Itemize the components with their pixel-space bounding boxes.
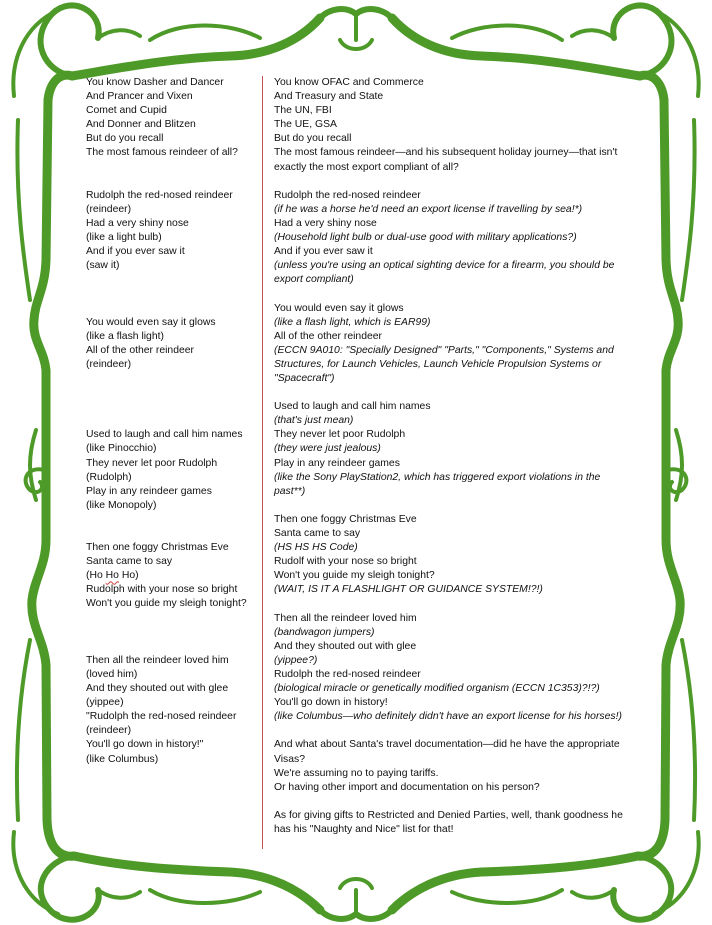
lyric-line: Rudolph the red-nosed reindeer <box>86 189 233 201</box>
column-divider-line <box>262 76 263 849</box>
compliance-aside: (that's just mean) <box>274 415 354 427</box>
left-verse-2 <box>86 189 256 274</box>
lyric-line: The most famous reindeer of all? <box>86 147 238 159</box>
parody-line: Then all the reindeer loved him <box>274 612 417 624</box>
closing-line: As for giving gifts to Restricted and Denied Parties, well, thank goodness he has his "Naughty and Nice" list for that! <box>274 809 623 835</box>
parody-line: Used to laugh and call him names <box>274 401 431 413</box>
lyric-line <box>86 569 256 583</box>
lyric-line: They never let poor Rudolph <box>86 457 218 469</box>
compliance-aside: (like the Sony PlayStation2, which has triggered export violations in the past**) <box>274 471 601 497</box>
lyric-line: (like a light bulb) <box>86 232 162 244</box>
left-verse-6 <box>86 654 256 767</box>
lyric-line: Had a very shiny nose <box>86 217 189 229</box>
lyric-line: But do you recall <box>86 133 164 145</box>
lyric-line: And they shouted out with glee <box>86 683 229 695</box>
compliance-aside: (unless you're using an optical sighting device for a firearm, you should be export compliant) <box>274 260 615 286</box>
lyric-line: Used to laugh and call him names <box>86 429 243 441</box>
left-verse-5 <box>86 541 256 611</box>
lyric-line: And if you ever saw it <box>86 246 185 258</box>
compliance-aside: (they were just jealous) <box>274 443 381 455</box>
lyric-line: And Prancer and Vixen <box>86 91 193 103</box>
lyric-line: (saw it) <box>86 260 120 272</box>
lyric-line: All of the other reindeer <box>86 344 195 356</box>
parody-line: The most famous reindeer—and his subsequent holiday journey—that isn't exactly the most export compliant of all? <box>274 147 618 173</box>
parody-line: They never let poor Rudolph <box>274 429 406 441</box>
right-verse-4 <box>274 400 630 499</box>
compliance-aside: (bandwagon jumpers) <box>274 626 375 638</box>
parody-line: And Treasury and State <box>274 91 384 103</box>
parody-line: Had a very shiny nose <box>274 217 377 229</box>
original-lyrics-column <box>86 76 256 767</box>
lyric-line: Won't you guide my sleigh tonight? <box>86 598 247 610</box>
compliance-aside: (if he was a horse he'd need an export license if travelling by sea!*) <box>274 203 583 215</box>
parody-line: And if you ever saw it <box>274 246 373 258</box>
ho-open: (Ho <box>86 570 106 582</box>
parody-line: The UN, FBI <box>274 105 332 117</box>
lyric-line: (Rudolph) <box>86 471 132 483</box>
left-verse-4 <box>86 428 256 513</box>
compliance-aside: (Household light bulb or dual-use good with military applications?) <box>274 232 577 244</box>
compliance-aside: (ECCN 9A010: "Specially Designed" "Parts," "Components," Systems and Structures, for Launch Vehicles, Launch Vehicle Propulsion Systems or "Spacecraft") <box>274 344 614 384</box>
lyric-line: You'll go down in history!" <box>86 739 204 751</box>
parody-line: Rudolph the red-nosed reindeer <box>274 189 421 201</box>
lyric-line: (like a flash light) <box>86 330 164 342</box>
lyric-line: Santa came to say <box>86 556 173 568</box>
compliance-aside: (yippee?) <box>274 654 318 666</box>
lyric-line: You know Dasher and Dancer <box>86 77 224 88</box>
left-verse-1 <box>86 76 256 161</box>
lyric-line: And Donner and Blitzen <box>86 119 196 131</box>
right-verse-5 <box>274 513 630 598</box>
parody-line: You'll go down in history! <box>274 697 388 709</box>
lyric-line: Play in any reindeer games <box>86 485 212 497</box>
lyric-line: Then all the reindeer loved him <box>86 654 229 666</box>
compliance-aside: (HS HS HS Code) <box>274 542 358 554</box>
lyric-line: Rudolph with your nose so bright <box>86 584 238 596</box>
compliance-aside: (like a flash light, which is EAR99) <box>274 316 431 328</box>
lyric-line: (like Columbus) <box>86 753 159 765</box>
parody-line: Rudolf with your nose so bright <box>274 556 417 568</box>
parody-line: Play in any reindeer games <box>274 457 400 469</box>
closing-line: Or having other import and documentation on his person? <box>274 781 540 793</box>
left-verse-3 <box>86 316 256 372</box>
parody-line: Won't you guide my sleigh tonight? <box>274 570 435 582</box>
spellcheck-flagged-word: Ho <box>105 570 119 582</box>
lyric-line: (yippee) <box>86 697 124 709</box>
parody-line: Rudolph the red-nosed reindeer <box>274 668 421 680</box>
closing-line: And what about Santa's travel documentation—did he have the appropriate Visas? <box>274 739 620 765</box>
compliance-aside: (WAIT, IS IT A FLASHLIGHT OR GUIDANCE SYSTEM!?!) <box>274 584 543 596</box>
lyric-line: You would even say it glows <box>86 316 216 328</box>
lyric-line: "Rudolph the red-nosed reindeer <box>86 711 237 723</box>
lyric-line: Comet and Cupid <box>86 105 167 117</box>
parody-line: The UE, GSA <box>274 119 337 131</box>
right-verse-6 <box>274 612 630 725</box>
lyric-line: (reindeer) <box>86 203 132 215</box>
naughty-and-nice-paragraph <box>274 809 630 837</box>
parody-line: You would even say it glows <box>274 302 404 314</box>
travel-documentation-paragraph <box>274 738 630 794</box>
compliance-aside: (biological miracle or genetically modified organism (ECCN 1C353)?!?) <box>274 683 600 695</box>
compliance-aside: (like Columbus—who definitely didn't have an export license for his horses!) <box>274 711 622 723</box>
right-verse-3 <box>274 302 630 387</box>
parody-line: Santa came to say <box>274 528 361 539</box>
lyric-line: (like Pinocchio) <box>86 443 157 455</box>
export-compliance-parody-column <box>274 76 630 837</box>
lyric-line: (loved him) <box>86 668 138 680</box>
parody-line: And they shouted out with glee <box>274 640 417 652</box>
parody-line: But do you recall <box>274 133 352 145</box>
parody-line: All of the other reindeer <box>274 330 383 342</box>
right-verse-1 <box>274 76 630 175</box>
closing-line: We're assuming no to paying tariffs. <box>274 767 439 779</box>
lyric-line: Then one foggy Christmas Eve <box>86 542 229 554</box>
lyric-line: (like Monopoly) <box>86 499 157 511</box>
right-verse-2 <box>274 189 630 288</box>
parody-line: You know OFAC and Commerce <box>274 77 424 88</box>
lyric-line: (reindeer) <box>86 358 132 370</box>
lyric-line: (reindeer) <box>86 725 132 737</box>
parody-line: Then one foggy Christmas Eve <box>274 513 417 525</box>
ho-close: Ho) <box>118 570 139 582</box>
